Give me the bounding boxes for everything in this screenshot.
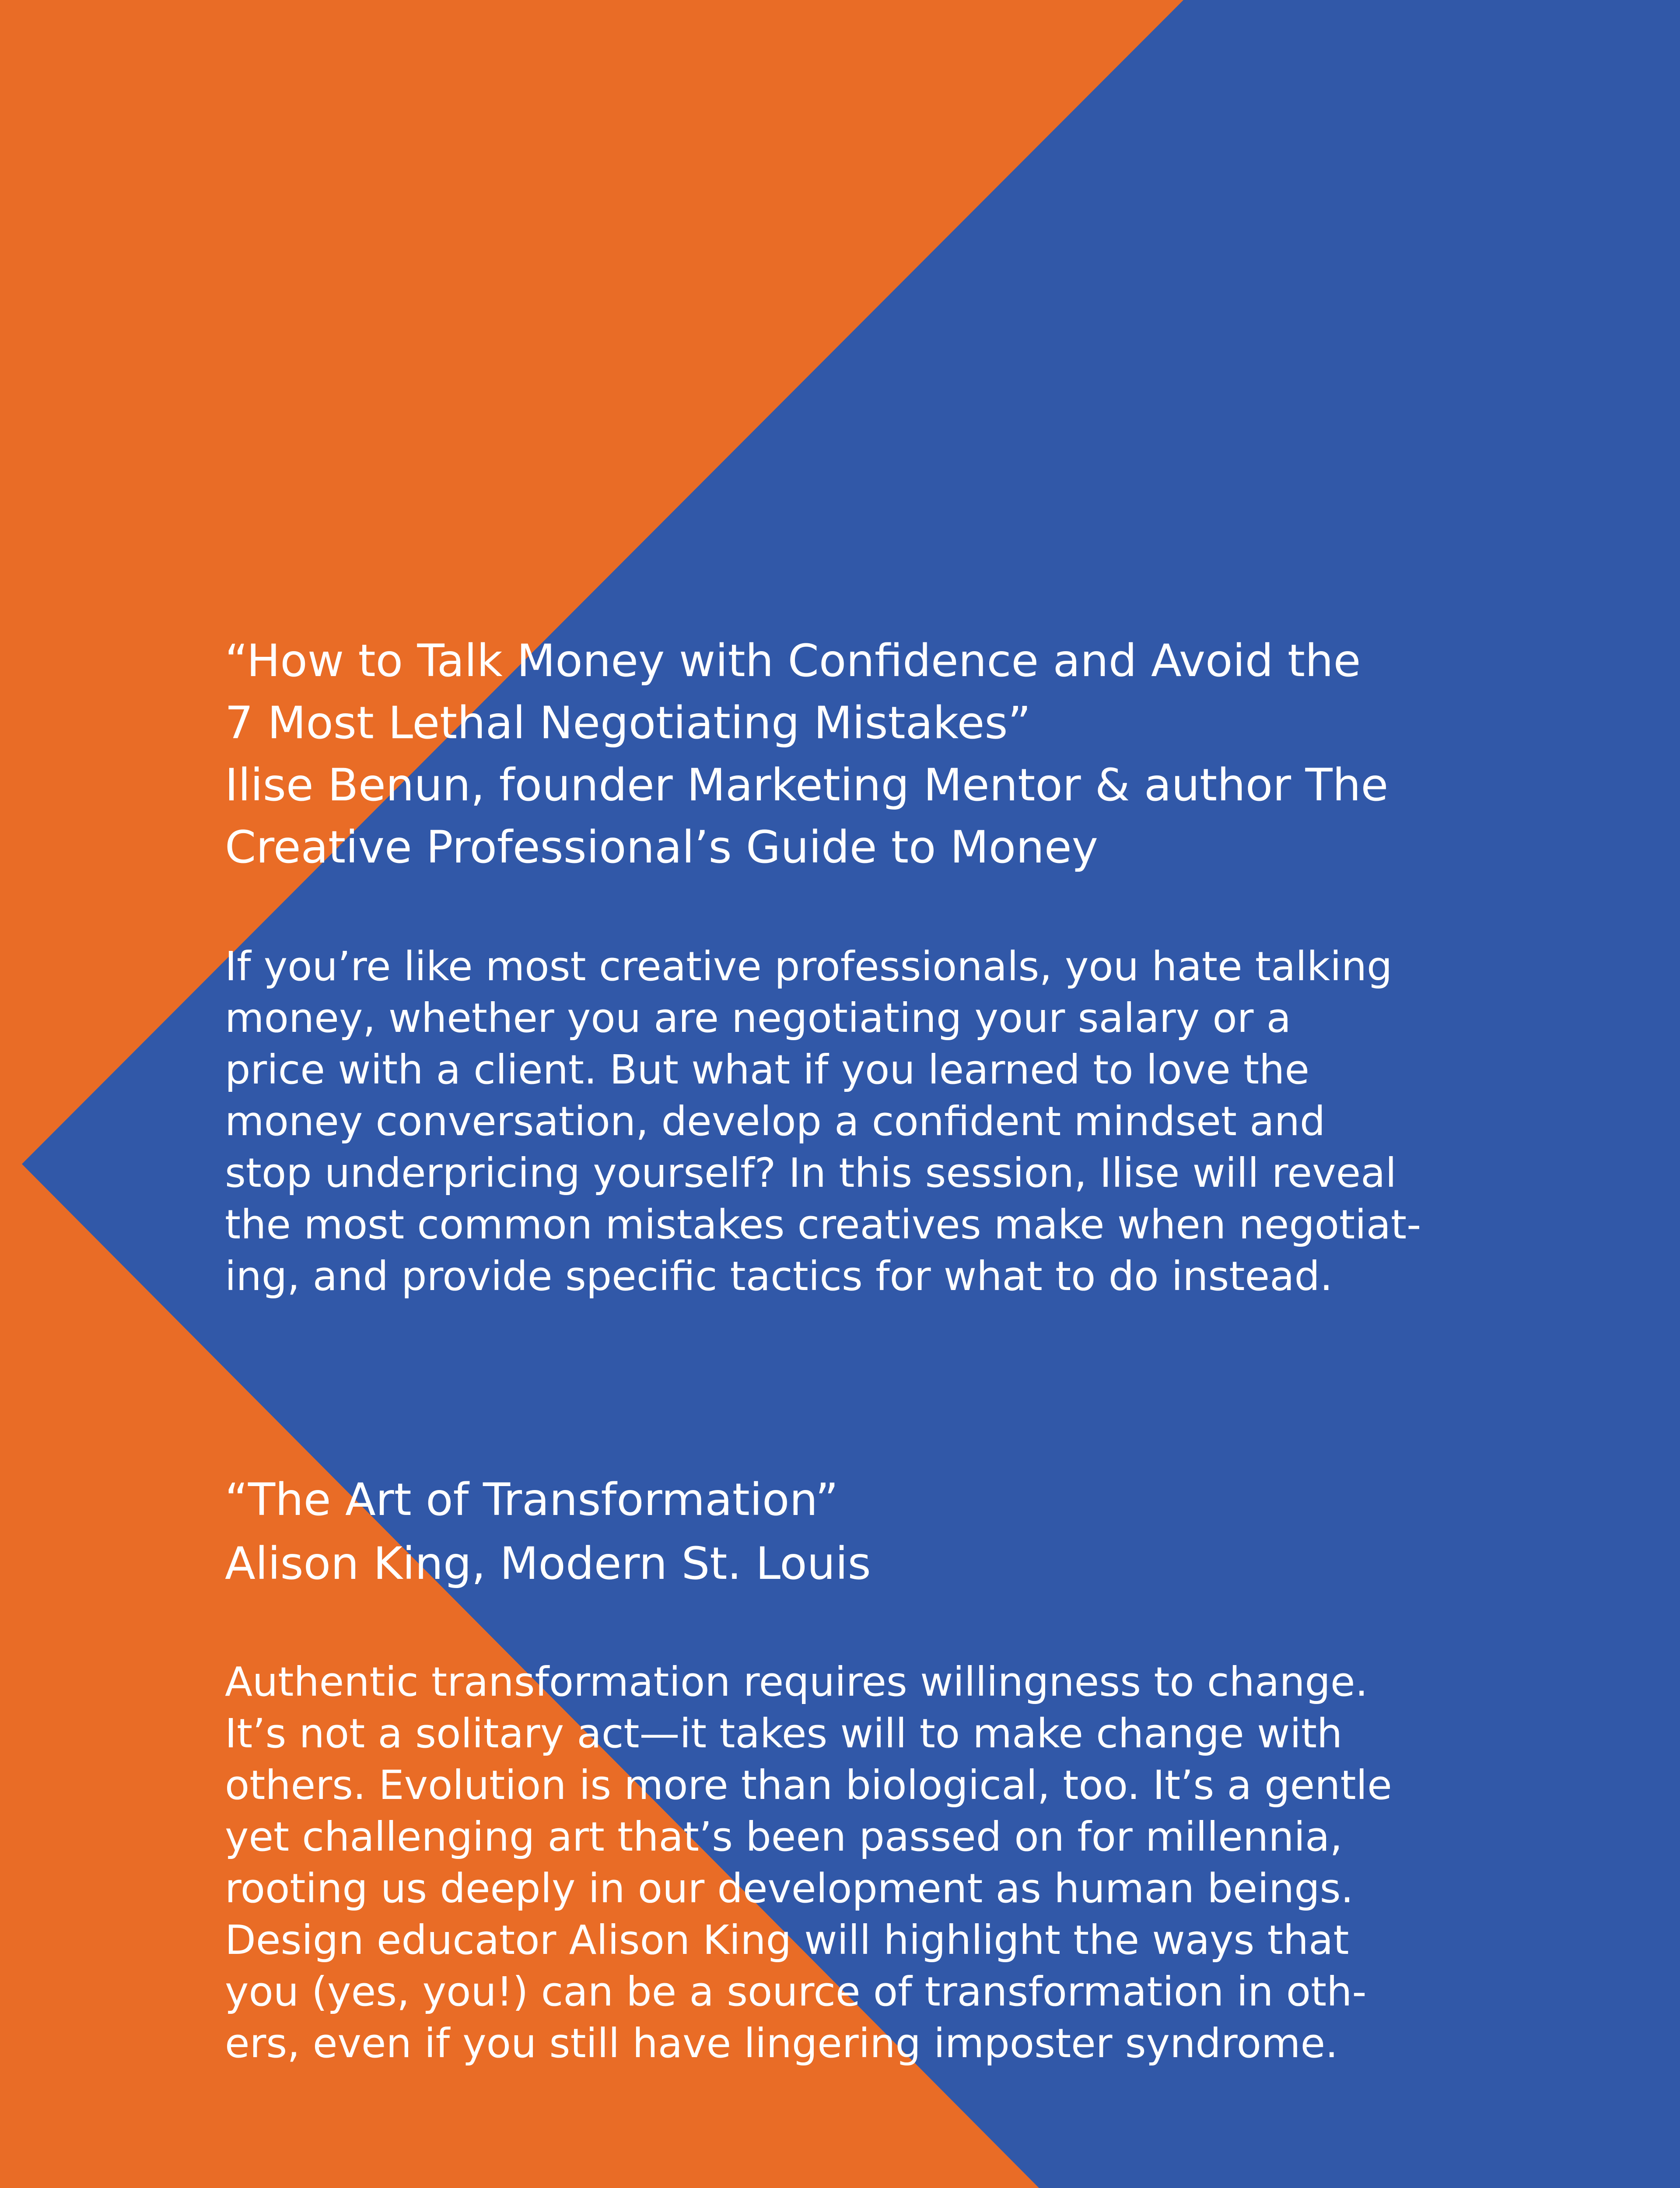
talk2-body-line: It’s not a solitary act—it takes will to make change with [225,1710,1343,1757]
talk1-body-line: money, whether you are negotiating your salary or a [225,995,1292,1041]
talk2-speaker: Alison King, Modern St. Louis [225,1538,871,1590]
talk2-body-line: yet challenging art that’s been passed on for millennia, [225,1813,1343,1860]
talk1-speaker-line-1: Ilise Benun, founder Marketing Mentor & author The [225,759,1389,811]
talk2-header [225,1468,1537,1596]
talk1-body-line: price with a client. But what if you learned to love the [225,1046,1309,1093]
talk1-title-line-1: “How to Talk Money with Confidence and Avoid the [225,635,1361,687]
talk2-body-line: Authentic transformation requires willingness to change. [225,1659,1368,1705]
talk1-title-line-2: 7 Most Lethal Negotiating Mistakes” [225,697,1031,749]
talk2-body-line: rooting us deeply in our development as human beings. [225,1865,1354,1912]
talk2-body-line: Design educator Alison King will highlight the ways that [225,1917,1349,1964]
talk1-body-line: If you’re like most creative professionals, you hate talking [225,943,1393,990]
talk2-body-line: you (yes, you!) can be a source of transformation in oth- [225,1968,1367,2015]
talk1-header [225,630,1537,879]
talk1-body-line: the most common mistakes creatives make when negotiat- [225,1201,1421,1248]
talk1-body-line: stop underpricing yourself? In this session, Ilise will reveal [225,1150,1397,1196]
talk1-body-line: ing, and provide specific tactics for what to do instead. [225,1253,1333,1300]
talk1-speaker-line-2: Creative Professional’s Guide to Money [225,821,1098,873]
talk2-description [225,1656,1537,2069]
talk1-description [225,941,1537,1302]
talk1-body-line: money conversation, develop a confident mindset and [225,1098,1326,1145]
talk2-title: “The Art of Transformation” [225,1474,839,1526]
talk2-body-line: others. Evolution is more than biological, too. It’s a gentle [225,1762,1392,1809]
talk2-body-line: ers, even if you still have lingering imposter syndrome. [225,2020,1338,2067]
